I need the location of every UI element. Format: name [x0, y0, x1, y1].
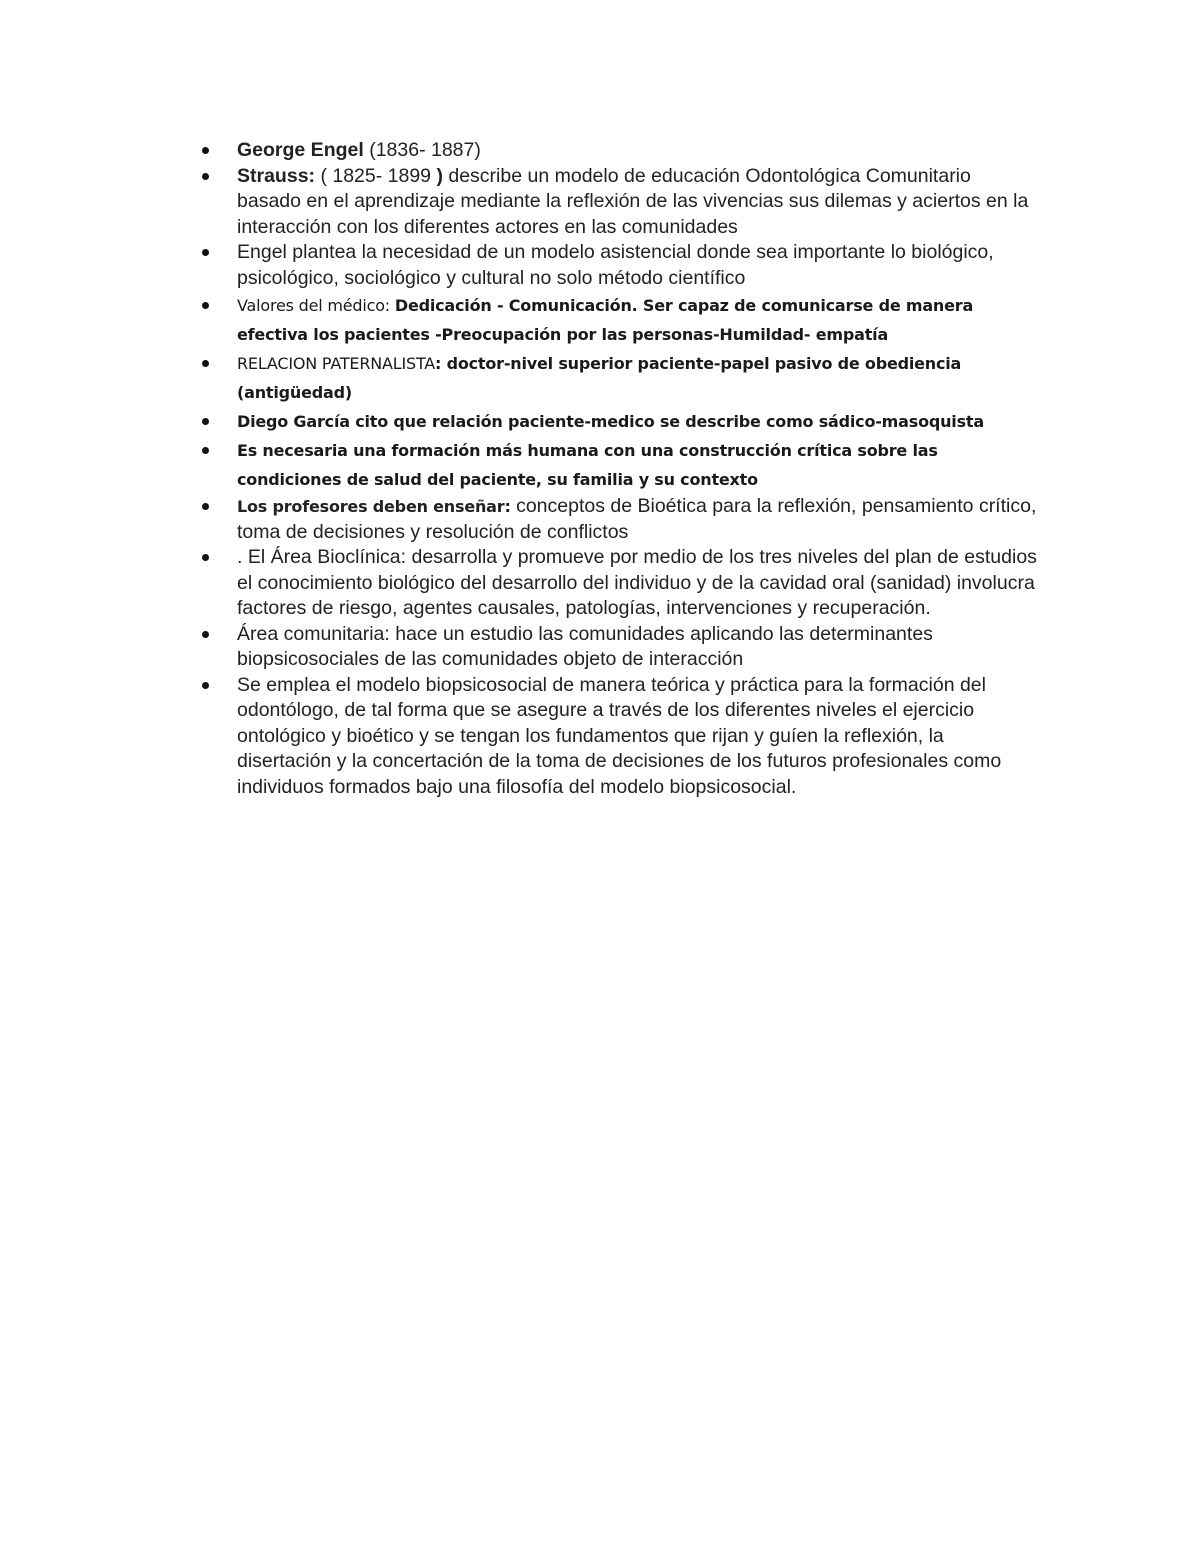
- list-item: [200, 291, 1040, 349]
- item-bold: Es necesaria una formación más humana con una construcción crítica sobre las condiciones de salud del paciente, su familia y su contexto: [237, 441, 938, 489]
- item-text: Se emplea el modelo biopsicosocial de manera teórica y práctica para la formación del odontólogo, de tal forma que se asegure a través de los diferentes niveles el ejercicio ontológico y bioético y se tengan los fundamentos que rijan y guíen la reflexión, la disertación y la concertación de la toma de decisiones de los futuros profesionales como individuos formados bajo una filosofía del modelo biopsicosocial.: [237, 673, 1002, 798]
- item-bold: : doctor-nivel superior paciente-papel pasivo de obediencia (antigüedad): [237, 354, 962, 402]
- item-bold: George Engel: [237, 139, 364, 161]
- list-item: [200, 138, 1040, 164]
- bullet-icon: [202, 447, 209, 454]
- item-bold: Los profesores deben enseñar:: [237, 497, 511, 516]
- item-text: Valores del médico:: [237, 296, 395, 315]
- item-text: (1836- 1887): [363, 139, 481, 161]
- item-text: describe un modelo de educación Odontológica Comunitario basado en el aprendizaje mediante la reflexión de las vivencias sus dilemas y aciertos en la interacción con los diferentes actores en las comunidades: [237, 164, 1029, 238]
- bullet-icon: [202, 360, 209, 367]
- item-bold: Dedicación - Comunicación. Ser capaz de comunicarse de manera efectiva los pacientes -Preocupación por las personas-Humildad- empatía: [237, 296, 974, 344]
- item-bold: ): [436, 164, 443, 187]
- bullet-icon: [202, 554, 209, 561]
- item-text: ( 1825- 1899: [315, 164, 437, 187]
- item-text: Engel plantea la necesidad de un modelo asistencial donde sea importante lo biológico, psicológico, sociológico y cultural no solo método científico: [237, 241, 994, 289]
- item-text: . El Área Bioclínica: desarrolla y promueve por medio de los tres niveles del plan de estudios el conocimiento biológico del desarrollo del individuo y de la cavidad oral (sanidad) involucra factores de riesgo, agentes causales, patologías, intervenciones y recuperación.: [237, 546, 1037, 619]
- list-item: [200, 407, 1040, 436]
- list-item: [200, 673, 1040, 801]
- bullet-icon: [202, 173, 209, 180]
- bullet-icon: [202, 147, 209, 154]
- bullet-icon: [202, 249, 209, 256]
- bullet-list: [200, 138, 1040, 800]
- bullet-icon: [202, 682, 209, 689]
- item-bold: Diego García cito que relación paciente-medico se describe como sádico-masoquista: [237, 412, 984, 431]
- list-item: [200, 436, 1040, 494]
- bullet-icon: [202, 418, 209, 425]
- bullet-icon: [202, 503, 209, 510]
- list-item: [200, 545, 1040, 622]
- item-text: RELACION PATERNALISTA: [237, 354, 436, 373]
- list-item: [200, 622, 1040, 673]
- item-text: conceptos de Bioética para la reflexión, pensamiento crítico, toma de decisiones y resolución de conflictos: [237, 495, 1037, 543]
- item-text: Área comunitaria: hace un estudio las comunidades aplicando las determinantes biopsicosociales de las comunidades objeto de interacción: [237, 622, 933, 670]
- item-bold: Strauss:: [237, 164, 316, 187]
- list-item: [200, 349, 1040, 407]
- list-item: [200, 494, 1040, 545]
- list-item: [200, 240, 1040, 291]
- list-item: [200, 164, 1040, 241]
- bullet-icon: [202, 302, 209, 309]
- bullet-icon: [202, 631, 209, 638]
